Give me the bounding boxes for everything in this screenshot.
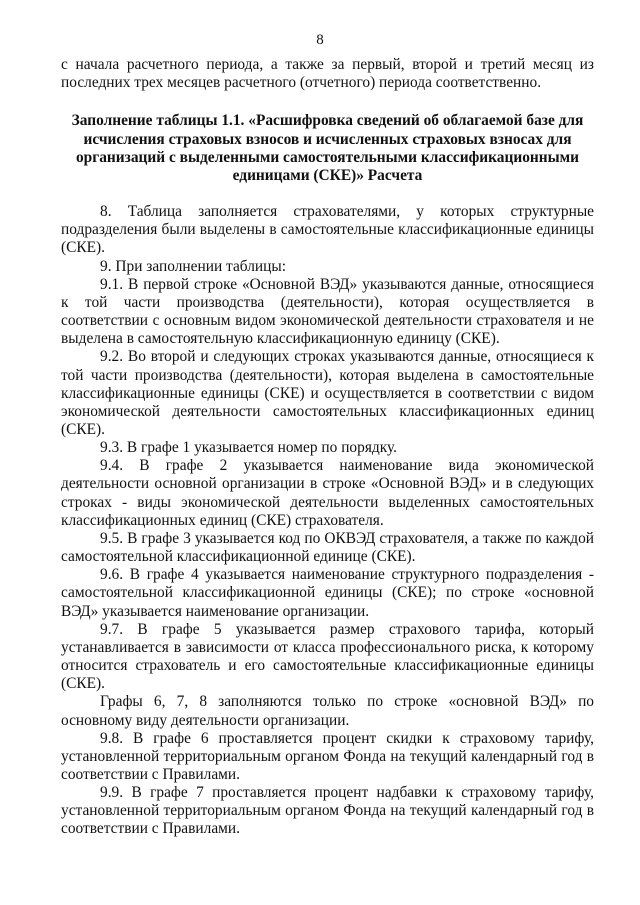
paragraph-9-7: 9.7. В графе 5 указывается размер страхового тарифа, который устанавливается в зависимости от класса профессионального риска, к которому относится страхователь и его самостоятельные классификационные единицы (СКЕ).	[61, 620, 594, 693]
paragraph-9-6: 9.6. В графе 4 указывается наименование структурного подразделения - самостоятельной классификационной единицы (СКЕ); по строке «основной ВЭД» указывается наименование организации.	[61, 566, 594, 620]
paragraph-9: 9. При заполнении таблицы:	[100, 257, 286, 275]
paragraph-9-2: 9.2. Во второй и следующих строках указываются данные, относящиеся к той части производства (деятельности), которая выделена в самостоятельные классификационные единицы (СКЕ) и осуществляется в соответствии с видом экономической деятельности самостоятельных классификационных единиц (СКЕ).	[61, 348, 594, 438]
paragraph-columns-6-8: Графы 6, 7, 8 заполняются только по строке «основной ВЭД» по основному виду деятельности организации.	[61, 693, 594, 729]
page-content	[61, 56, 594, 839]
paragraph-9-9: 9.9. В графе 7 проставляется процент надбавки к страховому тарифу, установленной территориальным органом Фонда на текущий календарный год в соответствии с Правилами.	[61, 784, 594, 838]
page-number: 8	[316, 32, 324, 48]
intro-paragraph: с начала расчетного периода, а также за первый, второй и третий месяц из последних трех месяцев расчетного (отчетного) периода соответственно.	[61, 56, 594, 92]
section-heading: Заполнение таблицы 1.1. «Расшифровка сведений об облагаемой базе для исчисления страховых взносов и исчисленных страховых взносах для организаций с выделенными самостоятельными классификационными единицами (СКЕ)» Расчета	[71, 112, 584, 184]
paragraph-9-1: 9.1. В первой строке «Основной ВЭД» указываются данные, относящиеся к той части производства (деятельности), которая осуществляется в соответствии с основным видом экономической деятельности страхователя и не выделена в самостоятельную классификационную единицу (СКЕ).	[61, 275, 594, 348]
paragraph-8: 8. Таблица заполняется страхователями, у которых структурные подразделения были выделены в самостоятельные классификационные единицы (СКЕ).	[61, 203, 594, 257]
paragraph-9-5: 9.5. В графе 3 указывается код по ОКВЭД страхователя, а также по каждой самостоятельной классификационной единице (СКЕ).	[61, 529, 594, 566]
paragraph-9-4: 9.4. В графе 2 указывается наименование вида экономической деятельности основной организации в строке «Основной ВЭД» и в следующих строках - виды экономической деятельности выделенных самостоятельных классификационных единиц (СКЕ) страхователя.	[61, 457, 594, 529]
paragraph-9-3: 9.3. В графе 1 указывается номер по порядку.	[100, 439, 397, 457]
paragraph-9-8: 9.8. В графе 6 проставляется процент скидки к страховому тарифу, установленной территориальным органом Фонда на текущий календарный год в соответствии с Правилами.	[61, 729, 594, 783]
